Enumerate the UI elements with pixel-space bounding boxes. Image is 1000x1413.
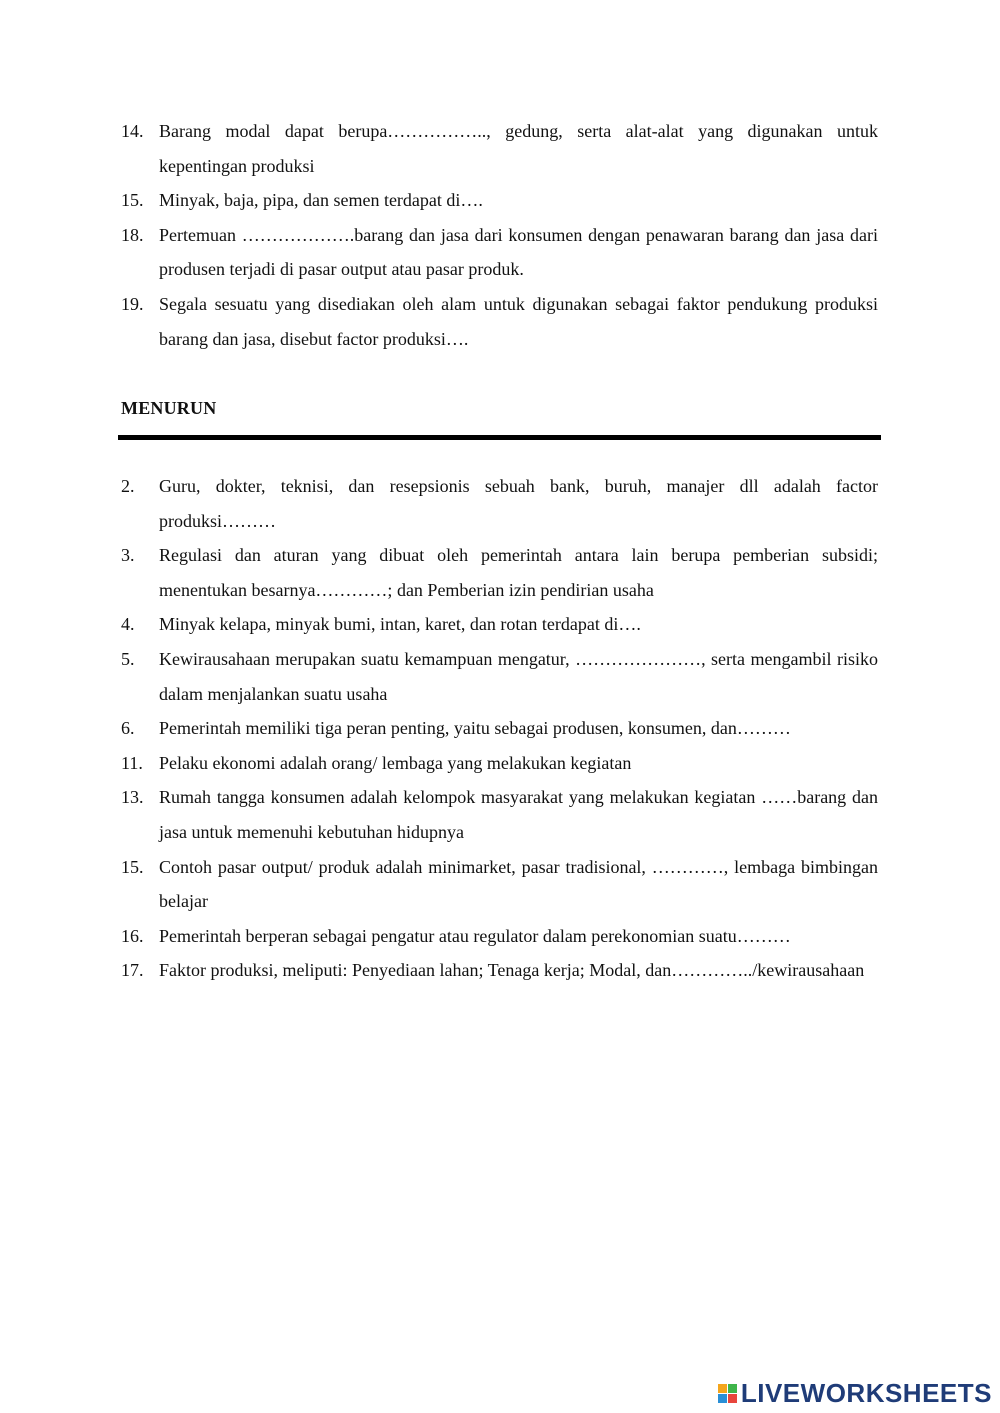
clue-item (118, 850, 878, 919)
clue-text: Guru, dokter, teknisi, dan resepsionis sebuah bank, buruh, manajer dll adalah factor produksi……… (159, 476, 878, 531)
clue-text: Regulasi dan aturan yang dibuat oleh pemerintah antara lain berupa pemberian subsidi; menentukan besarnya…………; dan Pemberian izin pendirian usaha (159, 545, 878, 600)
clue-number: 3. (121, 545, 135, 566)
clue-text: Kewirausahaan merupakan suatu kemampuan mengatur, …………………, serta mengambil risiko dalam menjalankan suatu usaha (159, 648, 878, 704)
logo-square (718, 1394, 727, 1403)
clue-number: 11. (121, 752, 143, 773)
clue-text: Contoh pasar output/ produk adalah minimarket, pasar tradisional, …………, lembaga bimbingan belajar (159, 856, 878, 912)
clue-text: Minyak, baja, pipa, dan semen terdapat di…. (159, 190, 483, 211)
clue-item (118, 469, 878, 538)
clue-text: Rumah tangga konsumen adalah kelompok masyarakat yang melakukan kegiatan ……barang dan jasa untuk memenuhi kebutuhan hidupnya (159, 787, 878, 842)
clue-text: Pemerintah berperan sebagai pengatur atau regulator dalam perekonomian suatu……… (159, 925, 791, 946)
clue-item (118, 919, 878, 954)
clue-number: 18. (121, 224, 144, 245)
liveworksheets-wordmark: LIVEWORKSHEETS (740, 1378, 992, 1408)
clue-item (118, 538, 878, 607)
clue-number: 6. (121, 718, 135, 739)
mendatar-clue-list (118, 114, 878, 356)
clue-text: Barang modal dapat berupa…………….., gedung, serta alat-alat yang digunakan untuk kepentingan produksi (159, 121, 878, 176)
clue-item (118, 953, 878, 988)
section-divider (118, 435, 881, 440)
clue-text: Segala sesuatu yang disediakan oleh alam untuk digunakan sebagai faktor pendukung produksi barang dan jasa, disebut factor produksi…. (159, 293, 878, 349)
clue-number: 2. (121, 476, 135, 496)
clue-item (118, 114, 878, 183)
liveworksheets-watermark[interactable] (718, 1378, 992, 1408)
clue-number: 19. (121, 293, 144, 314)
clue-item (118, 183, 878, 218)
clue-item (118, 642, 878, 711)
clue-number: 15. (121, 190, 144, 211)
clue-item (118, 218, 878, 287)
clue-number: 4. (121, 614, 135, 635)
clue-item (118, 287, 878, 356)
clue-text: Faktor produksi, meliputi: Penyediaan lahan; Tenaga kerja; Modal, dan…………../kewirausahaan (159, 960, 865, 981)
clue-number: 5. (121, 648, 135, 669)
logo-square (728, 1394, 737, 1403)
clue-number: 15. (121, 856, 144, 877)
clue-item (118, 746, 878, 781)
menurun-clue-list (118, 469, 878, 988)
clue-item (118, 711, 878, 746)
section-heading-menurun: MENURUN (121, 398, 217, 418)
clue-item (118, 607, 878, 642)
clue-number: 13. (121, 787, 144, 808)
clue-number: 17. (121, 960, 144, 981)
clue-number: 14. (121, 121, 144, 141)
clue-text: Pelaku ekonomi adalah orang/ lembaga yang melakukan kegiatan (159, 752, 632, 773)
logo-square (718, 1384, 727, 1393)
clue-number: 16. (121, 925, 144, 946)
clue-text: Pemerintah memiliki tiga peran penting, yaitu sebagai produsen, konsumen, dan……… (159, 718, 791, 739)
clue-text: Pertemuan ……………….barang dan jasa dari konsumen dengan penawaran barang dan jasa dari produsen terjadi di pasar output atau pasar produk. (159, 224, 878, 280)
liveworksheets-logo-icon (718, 1384, 737, 1403)
logo-square (728, 1384, 737, 1393)
clue-text: Minyak kelapa, minyak bumi, intan, karet, dan rotan terdapat di…. (159, 614, 641, 635)
clue-item (118, 780, 878, 849)
